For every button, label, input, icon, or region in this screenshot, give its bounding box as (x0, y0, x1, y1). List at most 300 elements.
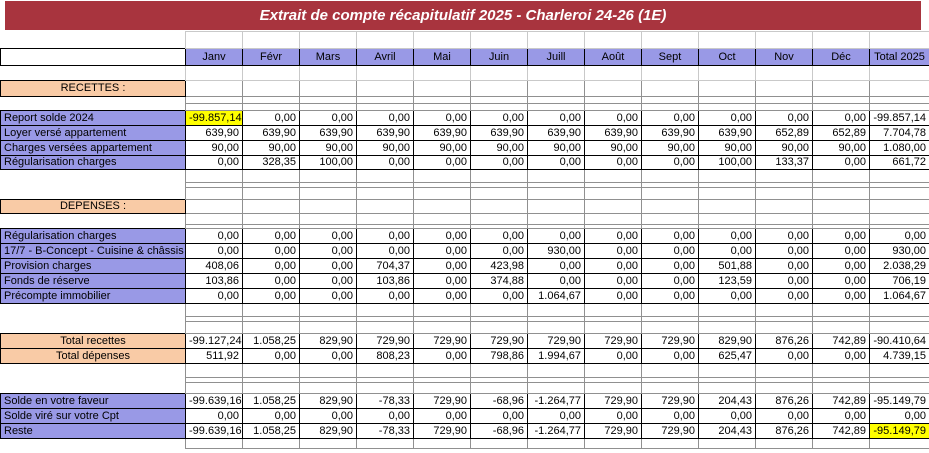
value-cell: 0,00 (186, 244, 243, 259)
empty-cell (813, 214, 870, 225)
month-header-cell: Mai (414, 49, 471, 66)
empty-cell (756, 32, 813, 49)
table-row (1, 229, 929, 244)
empty-cell (642, 439, 699, 449)
value-cell: 729,90 (642, 334, 699, 349)
table-row (1, 394, 929, 409)
value-cell: 729,90 (471, 334, 528, 349)
empty-cell (699, 200, 756, 214)
value-cell: 639,90 (300, 126, 357, 141)
month-header-cell: Juin (471, 49, 528, 66)
empty-cell (357, 214, 414, 225)
value-cell: 0,00 (813, 229, 870, 244)
value-cell: 876,26 (756, 424, 813, 439)
empty-cell (813, 364, 870, 378)
empty-cell (243, 104, 300, 111)
value-cell: 0,00 (243, 409, 300, 424)
empty-cell (300, 304, 357, 317)
empty-cell (813, 97, 870, 104)
table-row (1, 409, 929, 424)
row-label-cell: Report solde 2024 (1, 111, 186, 126)
value-cell: 742,89 (813, 394, 870, 409)
value-cell: 0,00 (414, 229, 471, 244)
value-cell: 0,00 (813, 409, 870, 424)
empty-cell (528, 66, 585, 81)
label-spacer-cell (1, 304, 186, 317)
empty-cell (357, 439, 414, 449)
value-cell: 0,00 (756, 274, 813, 289)
value-cell: 0,00 (756, 349, 813, 364)
empty-cell (243, 364, 300, 378)
empty-cell (585, 364, 642, 378)
value-cell: 798,86 (471, 349, 528, 364)
value-cell: 0,00 (243, 244, 300, 259)
value-cell: 0,00 (699, 409, 756, 424)
empty-cell (870, 81, 929, 97)
table-row (1, 156, 929, 170)
empty-cell (471, 214, 528, 225)
value-cell: 0,00 (414, 244, 471, 259)
empty-cell (642, 364, 699, 378)
value-cell: 729,90 (414, 394, 471, 409)
value-cell: -99.639,16 (186, 424, 243, 439)
empty-cell (186, 81, 243, 97)
month-header-cell: Oct (699, 49, 756, 66)
value-cell: 0,00 (756, 409, 813, 424)
empty-cell (528, 170, 585, 183)
row-label-cell: Fonds de réserve (1, 274, 186, 289)
value-cell: 408,06 (186, 259, 243, 274)
empty-cell (585, 322, 642, 334)
value-cell: 729,90 (528, 334, 585, 349)
empty-cell (414, 66, 471, 81)
value-cell: 1.058,25 (243, 394, 300, 409)
month-header-cell: Févr (243, 49, 300, 66)
label-spacer-cell (1, 97, 186, 104)
value-cell: 90,00 (699, 141, 756, 156)
value-cell: 90,00 (585, 141, 642, 156)
value-cell: -99.127,24 (186, 334, 243, 349)
value-cell: 0,00 (528, 111, 585, 126)
total-header-cell: Total 2025 (870, 49, 929, 66)
value-cell: 639,90 (699, 126, 756, 141)
value-cell: 729,90 (414, 334, 471, 349)
empty-cell (756, 322, 813, 334)
empty-cell (357, 170, 414, 183)
value-cell: 0,00 (642, 349, 699, 364)
label-spacer-cell (1, 439, 186, 449)
row-label-cell: Provision charges (1, 259, 186, 274)
value-cell: 0,00 (585, 289, 642, 304)
row-label-cell: Charges versées appartement (1, 141, 186, 156)
value-cell: 0,00 (357, 156, 414, 170)
empty-cell (585, 383, 642, 394)
label-spacer-cell (1, 32, 186, 49)
empty-cell (300, 66, 357, 81)
empty-cell (243, 97, 300, 104)
value-cell: 652,89 (813, 126, 870, 141)
empty-cell (528, 214, 585, 225)
empty-cell (756, 364, 813, 378)
value-cell: 742,89 (813, 334, 870, 349)
value-cell: 0,00 (300, 289, 357, 304)
empty-cell (300, 32, 357, 49)
value-cell: 0,00 (642, 229, 699, 244)
empty-cell (699, 383, 756, 394)
row-label-cell: Solde en votre faveur (1, 394, 186, 409)
empty-cell (357, 104, 414, 111)
empty-cell (813, 439, 870, 449)
value-cell: 829,90 (300, 334, 357, 349)
value-cell: 639,90 (585, 126, 642, 141)
value-cell: 123,59 (699, 274, 756, 289)
value-cell: 0,00 (699, 229, 756, 244)
month-header-cell: Juill (528, 49, 585, 66)
empty-cell (756, 66, 813, 81)
account-summary-table (0, 31, 929, 449)
table-row (1, 334, 929, 349)
value-cell: 0,00 (699, 111, 756, 126)
empty-cell (585, 188, 642, 200)
empty-cell (585, 439, 642, 449)
row-label-cell: Régularisation charges (1, 156, 186, 170)
row-label-cell: Précompte immobilier (1, 289, 186, 304)
empty-cell (642, 97, 699, 104)
empty-cell (585, 304, 642, 317)
value-cell: 639,90 (243, 126, 300, 141)
value-cell: 0,00 (186, 156, 243, 170)
value-cell: 90,00 (642, 141, 699, 156)
empty-cell (471, 383, 528, 394)
empty-cell (414, 322, 471, 334)
value-cell: 0,00 (414, 259, 471, 274)
value-cell: -95.149,79 (870, 394, 929, 409)
value-cell: 0,00 (357, 229, 414, 244)
value-cell: 829,90 (300, 424, 357, 439)
value-cell: 0,00 (528, 409, 585, 424)
empty-cell (414, 170, 471, 183)
empty-cell (186, 97, 243, 104)
value-cell: 0,00 (243, 274, 300, 289)
empty-cell (186, 383, 243, 394)
value-cell: 625,47 (699, 349, 756, 364)
value-cell: 0,00 (756, 111, 813, 126)
empty-cell (642, 200, 699, 214)
value-cell: 0,00 (642, 156, 699, 170)
value-cell: 0,00 (414, 111, 471, 126)
empty-cell (471, 97, 528, 104)
value-cell: 639,90 (528, 126, 585, 141)
value-cell: 0,00 (528, 274, 585, 289)
empty-cell (243, 170, 300, 183)
value-cell: 90,00 (300, 141, 357, 156)
value-cell: 729,90 (357, 334, 414, 349)
value-cell: 0,00 (243, 259, 300, 274)
value-cell: 90,00 (756, 141, 813, 156)
row-label-cell: Total dépenses (1, 349, 186, 364)
empty-cell (528, 81, 585, 97)
month-header-cell: Nov (756, 49, 813, 66)
table-row (1, 214, 929, 225)
empty-cell (243, 304, 300, 317)
value-cell: 0,00 (243, 229, 300, 244)
value-cell: 0,00 (243, 111, 300, 126)
value-cell: 374,88 (471, 274, 528, 289)
empty-cell (471, 66, 528, 81)
empty-cell (528, 304, 585, 317)
empty-cell (756, 81, 813, 97)
label-spacer-cell (1, 322, 186, 334)
value-cell: 1.064,67 (870, 289, 929, 304)
value-cell: 930,00 (528, 244, 585, 259)
empty-cell (756, 304, 813, 317)
empty-cell (756, 170, 813, 183)
empty-cell (186, 364, 243, 378)
empty-cell (870, 439, 929, 449)
value-cell: 90,00 (243, 141, 300, 156)
value-cell: 0,00 (414, 156, 471, 170)
value-cell: 0,00 (585, 111, 642, 126)
value-cell: 0,00 (357, 244, 414, 259)
header-corner-cell (1, 49, 186, 66)
table-row (1, 259, 929, 274)
empty-cell (414, 364, 471, 378)
empty-cell (357, 304, 414, 317)
value-cell: 2.038,29 (870, 259, 929, 274)
value-cell: 829,90 (699, 334, 756, 349)
value-cell: 0,00 (813, 349, 870, 364)
empty-cell (870, 104, 929, 111)
empty-cell (870, 383, 929, 394)
empty-cell (813, 383, 870, 394)
empty-cell (870, 364, 929, 378)
value-cell: 0,00 (756, 289, 813, 304)
empty-cell (813, 322, 870, 334)
empty-cell (642, 104, 699, 111)
empty-cell (870, 188, 929, 200)
empty-cell (585, 104, 642, 111)
value-cell: 204,43 (699, 394, 756, 409)
label-spacer-cell (1, 214, 186, 225)
row-label-cell: Reste (1, 424, 186, 439)
value-cell: 90,00 (186, 141, 243, 156)
value-cell: 0,00 (471, 156, 528, 170)
month-header-cell: Déc (813, 49, 870, 66)
value-cell: 90,00 (813, 141, 870, 156)
title-bar: Extrait de compte récapitulatif 2025 - Charleroi 24-26 (1E) (5, 1, 921, 30)
table-row (1, 188, 929, 200)
empty-cell (813, 81, 870, 97)
empty-cell (699, 214, 756, 225)
empty-cell (414, 188, 471, 200)
value-cell: 0,00 (357, 409, 414, 424)
empty-cell (300, 322, 357, 334)
label-spacer-cell (1, 104, 186, 111)
value-cell: 0,00 (642, 289, 699, 304)
value-cell: -99.857,14 (870, 111, 929, 126)
empty-cell (357, 97, 414, 104)
value-cell: 0,00 (528, 259, 585, 274)
empty-cell (300, 188, 357, 200)
value-cell: 0,00 (756, 229, 813, 244)
value-cell: 0,00 (642, 259, 699, 274)
empty-cell (699, 97, 756, 104)
empty-cell (585, 200, 642, 214)
value-cell: 0,00 (186, 409, 243, 424)
value-cell: 0,00 (243, 289, 300, 304)
empty-cell (528, 32, 585, 49)
value-cell: 1.058,25 (243, 424, 300, 439)
table-row (1, 364, 929, 378)
value-cell: 876,26 (756, 334, 813, 349)
value-cell: 423,98 (471, 259, 528, 274)
value-cell: 1.994,67 (528, 349, 585, 364)
row-label-cell: 17/7 - B-Concept - Cuisine & châssis (1, 244, 186, 259)
empty-cell (243, 200, 300, 214)
row-label-cell: Total recettes (1, 334, 186, 349)
empty-cell (813, 66, 870, 81)
empty-cell (186, 304, 243, 317)
table-row (1, 383, 929, 394)
empty-cell (357, 364, 414, 378)
value-cell: 639,90 (357, 126, 414, 141)
empty-cell (813, 170, 870, 183)
value-cell: 639,90 (642, 126, 699, 141)
empty-cell (528, 322, 585, 334)
value-cell: 0,00 (585, 259, 642, 274)
empty-cell (471, 32, 528, 49)
value-cell: 0,00 (300, 349, 357, 364)
value-cell: 0,00 (357, 289, 414, 304)
value-cell: 4.739,15 (870, 349, 929, 364)
value-cell: 0,00 (471, 229, 528, 244)
empty-cell (528, 383, 585, 394)
empty-cell (471, 439, 528, 449)
empty-cell (186, 170, 243, 183)
empty-cell (243, 66, 300, 81)
empty-cell (699, 322, 756, 334)
empty-cell (414, 214, 471, 225)
empty-cell (414, 32, 471, 49)
value-cell: 0,00 (300, 244, 357, 259)
empty-cell (414, 200, 471, 214)
empty-cell (186, 439, 243, 449)
value-cell: 0,00 (870, 409, 929, 424)
empty-cell (471, 322, 528, 334)
value-cell: 1.058,25 (243, 334, 300, 349)
empty-cell (471, 364, 528, 378)
value-cell: 1.080,00 (870, 141, 929, 156)
value-cell: 501,88 (699, 259, 756, 274)
value-cell: 0,00 (300, 259, 357, 274)
value-cell: 7.704,78 (870, 126, 929, 141)
empty-cell (243, 32, 300, 49)
empty-cell (186, 322, 243, 334)
empty-cell (357, 32, 414, 49)
table-row (1, 81, 929, 97)
table-body (1, 32, 929, 449)
empty-cell (870, 214, 929, 225)
empty-cell (585, 81, 642, 97)
table-row (1, 170, 929, 183)
empty-cell (186, 66, 243, 81)
value-cell: 328,35 (243, 156, 300, 170)
empty-cell (414, 383, 471, 394)
value-cell: 0,00 (642, 244, 699, 259)
value-cell: -68,96 (471, 424, 528, 439)
empty-cell (243, 214, 300, 225)
empty-cell (528, 439, 585, 449)
empty-cell (243, 439, 300, 449)
empty-cell (186, 104, 243, 111)
empty-cell (699, 304, 756, 317)
value-cell: 0,00 (414, 289, 471, 304)
row-label-cell: Régularisation charges (1, 229, 186, 244)
empty-cell (471, 170, 528, 183)
value-cell: 876,26 (756, 394, 813, 409)
value-cell: 0,00 (813, 259, 870, 274)
value-cell: 0,00 (471, 244, 528, 259)
empty-cell (870, 32, 929, 49)
empty-cell (300, 214, 357, 225)
value-cell: 639,90 (471, 126, 528, 141)
empty-cell (528, 200, 585, 214)
value-cell: 0,00 (528, 156, 585, 170)
value-cell: 0,00 (756, 259, 813, 274)
empty-cell (243, 188, 300, 200)
value-cell: 0,00 (585, 349, 642, 364)
empty-cell (585, 97, 642, 104)
value-cell: 742,89 (813, 424, 870, 439)
empty-cell (699, 104, 756, 111)
empty-cell (642, 304, 699, 317)
empty-cell (642, 214, 699, 225)
empty-cell (243, 322, 300, 334)
empty-cell (813, 304, 870, 317)
row-label-cell: Loyer versé appartement (1, 126, 186, 141)
empty-cell (756, 188, 813, 200)
value-cell: 0,00 (813, 156, 870, 170)
value-cell: 511,92 (186, 349, 243, 364)
month-header-cell: Août (585, 49, 642, 66)
empty-cell (642, 383, 699, 394)
table-row (1, 349, 929, 364)
empty-cell (471, 81, 528, 97)
value-cell: 0,00 (300, 111, 357, 126)
value-cell: 90,00 (414, 141, 471, 156)
empty-cell (756, 200, 813, 214)
value-cell: 0,00 (642, 111, 699, 126)
section-header-cell: DEPENSES : (1, 200, 186, 214)
empty-cell (756, 439, 813, 449)
value-cell: 100,00 (699, 156, 756, 170)
value-cell: 729,90 (585, 394, 642, 409)
table-row (1, 200, 929, 214)
empty-cell (471, 188, 528, 200)
value-cell: 0,00 (300, 409, 357, 424)
empty-cell (300, 200, 357, 214)
empty-cell (699, 66, 756, 81)
empty-cell (585, 214, 642, 225)
value-cell: 706,19 (870, 274, 929, 289)
value-cell: 0,00 (528, 229, 585, 244)
month-header-cell: Avril (357, 49, 414, 66)
value-cell: 90,00 (357, 141, 414, 156)
empty-cell (300, 170, 357, 183)
table-row (1, 66, 929, 81)
empty-cell (813, 200, 870, 214)
value-cell: 729,90 (585, 334, 642, 349)
